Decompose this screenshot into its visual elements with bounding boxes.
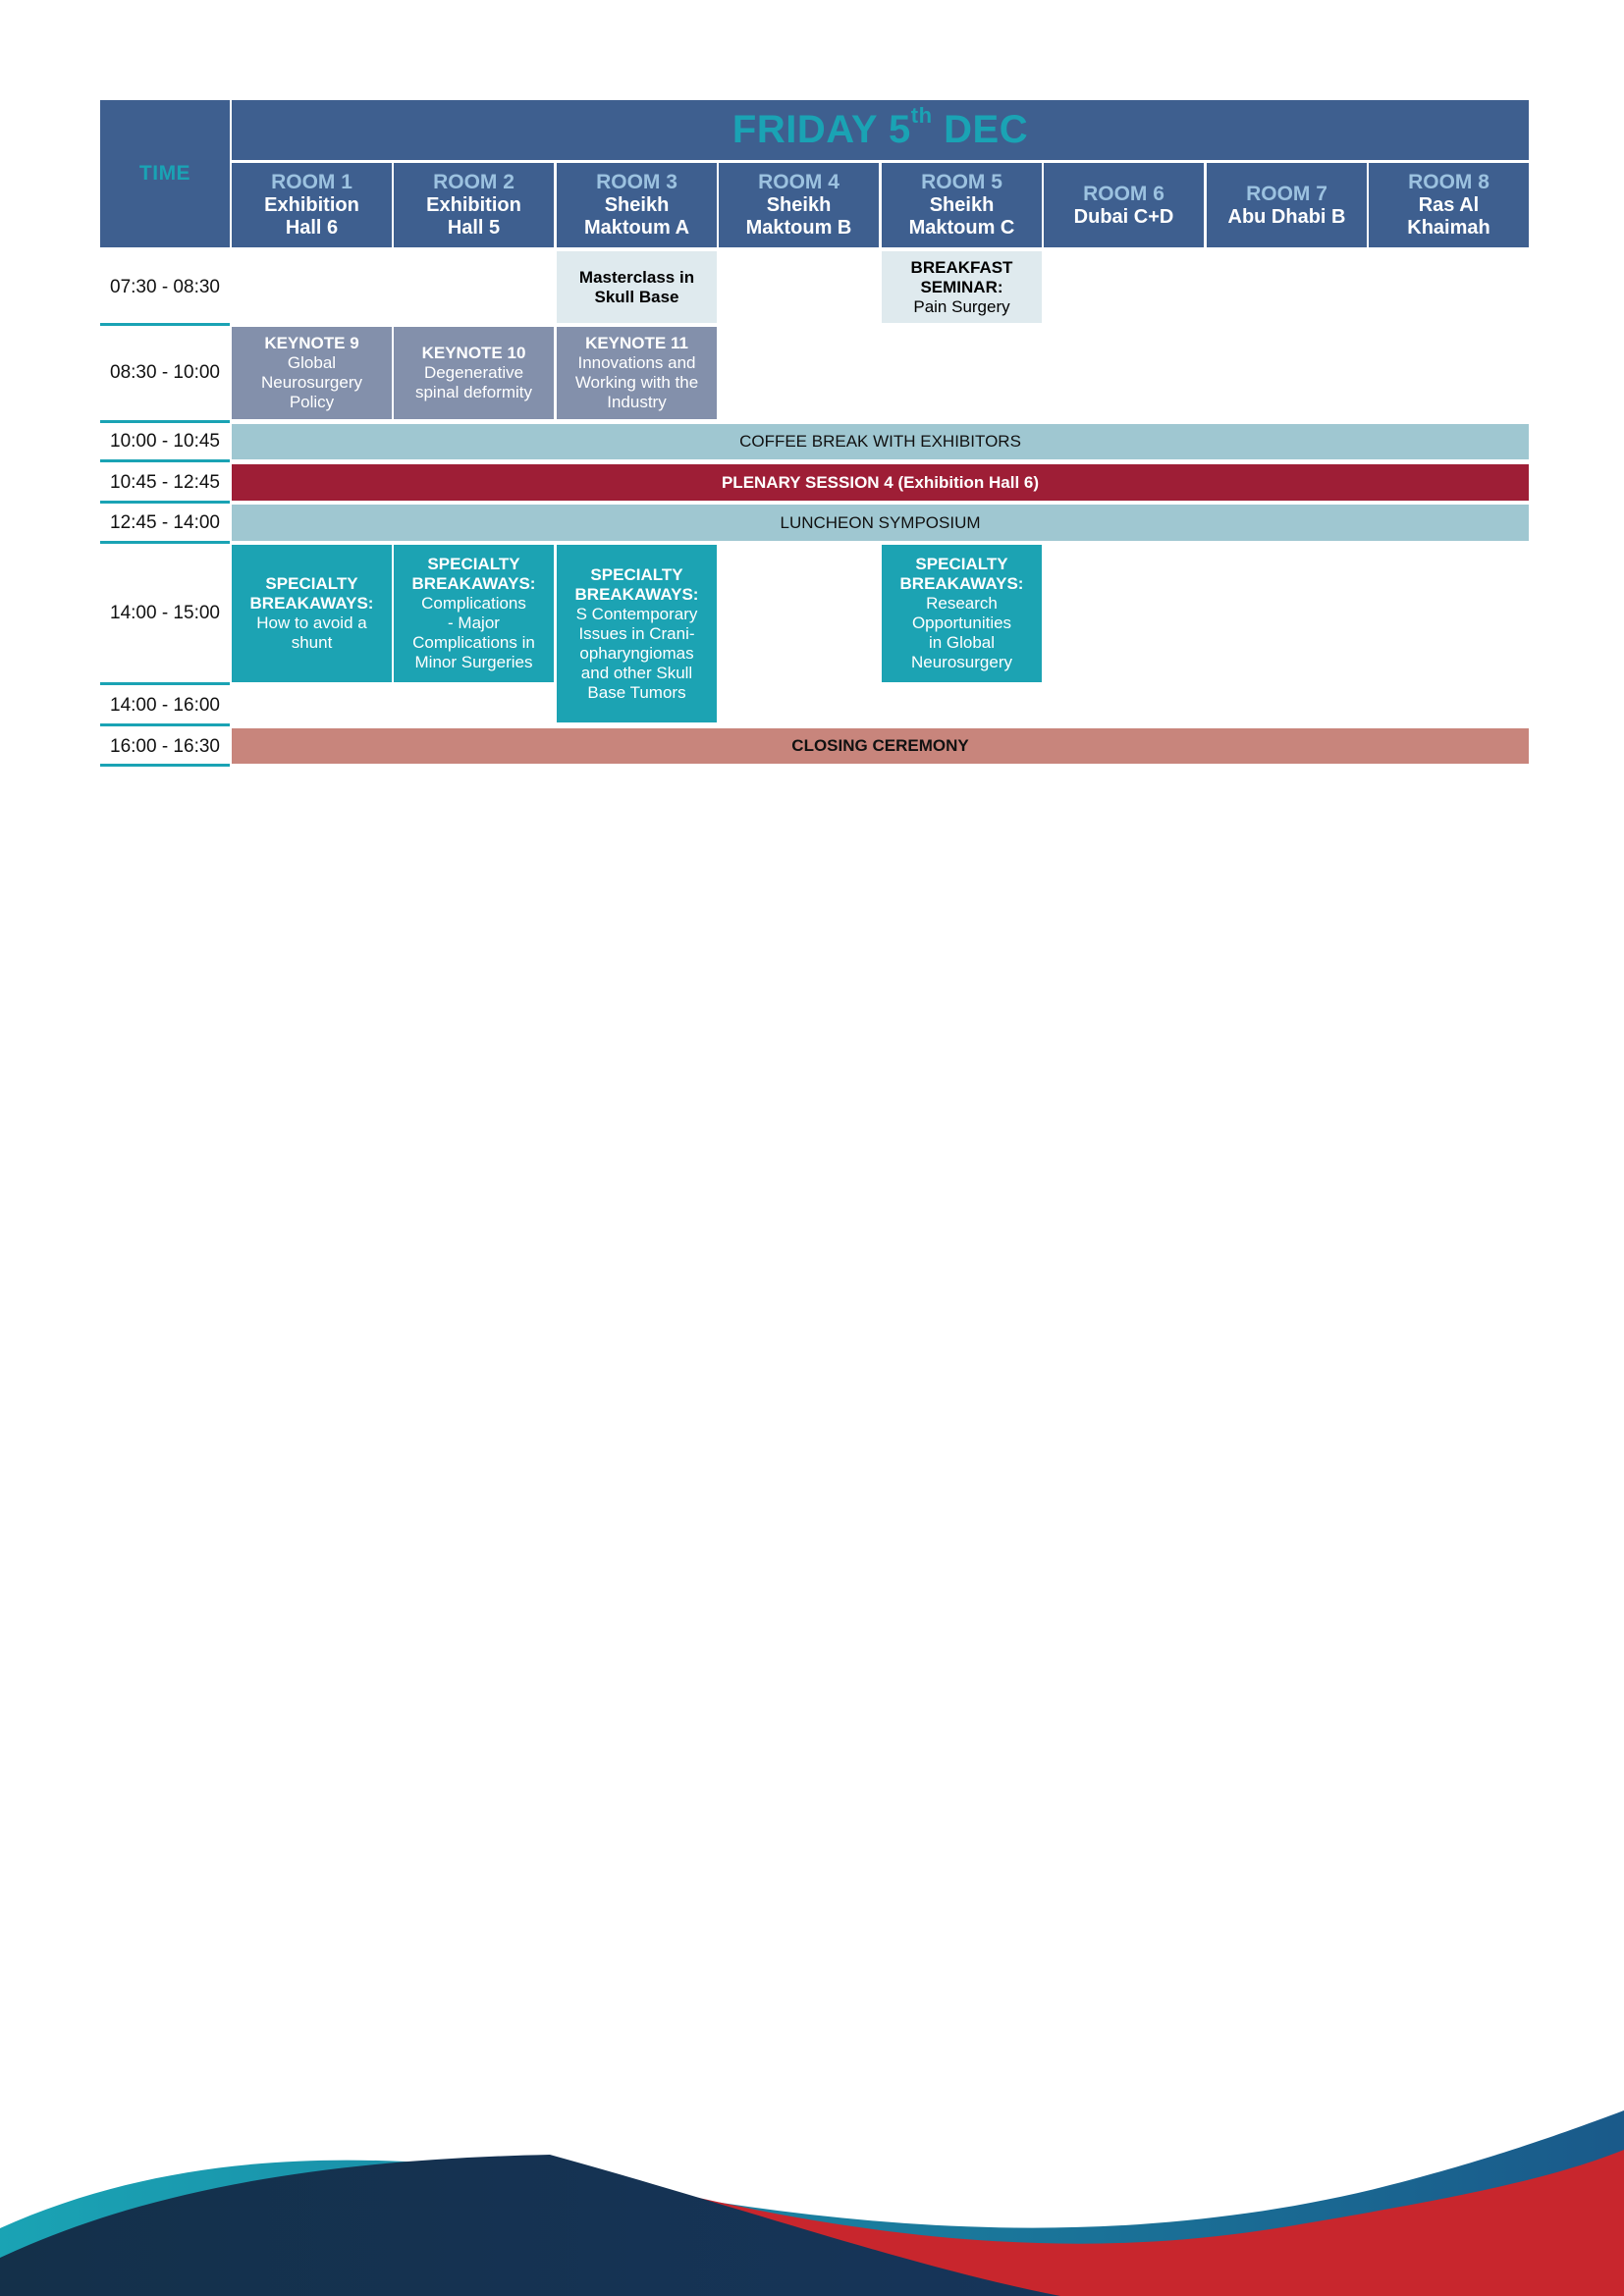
session-description: Degenerative (423, 363, 524, 382)
room-number: ROOM 6 (1083, 182, 1164, 205)
room-name: Sheikh (929, 194, 995, 216)
session-title: BREAKAWAYS: (574, 584, 699, 604)
room-name: Khaimah (1407, 217, 1490, 239)
session-title: SPECIALTY (265, 574, 358, 593)
room-name: Sheikh (604, 194, 670, 216)
session-description: opharyngiomas (579, 643, 694, 663)
session-title: SEMINAR: (920, 277, 1003, 296)
time-divider (100, 541, 230, 544)
day-title-bar (232, 100, 1529, 160)
room-number: ROOM 5 (921, 171, 1002, 193)
session-title: KEYNOTE 10 (421, 344, 526, 362)
room-header-5 (882, 163, 1042, 247)
time-slot: 12:45 - 14:00 (110, 511, 220, 533)
time-divider (100, 459, 230, 462)
time-slot: 08:30 - 10:00 (110, 362, 220, 383)
time-slot: 07:30 - 08:30 (110, 276, 220, 297)
session-plenary-4[interactable] (232, 464, 1529, 501)
time-slot: 14:00 - 16:00 (110, 695, 220, 716)
room-name: Sheikh (766, 194, 832, 216)
session-description: S Contemporary (575, 604, 698, 623)
session-description: and other Skull (580, 663, 693, 682)
session-title: Masterclass in (578, 267, 695, 287)
time-slot: 10:45 - 12:45 (110, 471, 220, 493)
session-description: Working with the (574, 373, 699, 392)
session-description: Minor Surgeries (414, 653, 533, 671)
time-divider (100, 764, 230, 767)
room-number: ROOM 8 (1408, 171, 1489, 193)
session-description: Research (926, 594, 998, 613)
session-masterclass[interactable] (557, 251, 717, 323)
session-description: Complications (421, 594, 526, 613)
room-header-3 (557, 163, 717, 247)
session-description: Issues in Crani- (578, 623, 695, 643)
room-number: ROOM 7 (1246, 182, 1327, 205)
room-header-7 (1207, 163, 1367, 247)
time-divider (100, 682, 230, 685)
session-description: How to avoid a (256, 614, 367, 632)
room-number: ROOM 3 (596, 171, 677, 193)
session-description: Global (287, 353, 337, 372)
session-title: LUNCHEON SYMPOSIUM (780, 512, 981, 532)
session-description: Opportunities (911, 614, 1012, 632)
session-description: Policy (289, 393, 335, 411)
session-title: KEYNOTE 11 (585, 334, 688, 352)
time-divider (100, 501, 230, 504)
session-description: Industry (607, 393, 667, 411)
session-title: BREAKAWAYS: (899, 574, 1024, 593)
session-description: Innovations and (577, 353, 696, 372)
day-title: FRIDAY 5th DEC (731, 102, 1029, 151)
session-title: BREAKFAST (910, 257, 1013, 277)
session-description: Neurosurgery (261, 373, 362, 392)
session-description: - Major (448, 614, 500, 632)
session-keynote-9[interactable] (232, 327, 392, 419)
room-header-1 (232, 163, 392, 247)
time-divider (100, 420, 230, 423)
session-title: CLOSING CEREMONY (791, 736, 969, 755)
room-number: ROOM 2 (433, 171, 514, 193)
session-title: SPECIALTY (915, 555, 1008, 573)
session-title: PLENARY SESSION 4 (Exhibition Hall 6) (721, 472, 1040, 492)
session-title: SPECIALTY (427, 555, 520, 573)
session-specialty-room2[interactable] (394, 545, 554, 682)
session-specialty-room5[interactable] (882, 545, 1042, 682)
session-description: Pain Surgery (913, 296, 1010, 316)
time-slot: 10:00 - 10:45 (110, 431, 220, 452)
session-breakfast-seminar[interactable] (882, 251, 1042, 323)
room-name: Dubai C+D (1073, 205, 1174, 228)
room-name: Ras Al (1418, 194, 1480, 216)
footer-wave-decoration (0, 2110, 1624, 2296)
session-description: Base Tumors (587, 682, 686, 702)
room-header-6 (1044, 163, 1204, 247)
session-description: Complications in (412, 633, 535, 652)
session-title: BREAKAWAYS: (411, 574, 536, 593)
room-number: ROOM 4 (758, 171, 839, 193)
room-header-4 (719, 163, 879, 247)
session-description: shunt (291, 633, 333, 652)
room-name: Hall 6 (285, 217, 339, 239)
session-coffee-break[interactable] (232, 424, 1529, 459)
time-header-label: TIME (138, 162, 191, 185)
session-title: BREAKAWAYS: (249, 594, 374, 613)
time-slot: 14:00 - 15:00 (110, 603, 220, 623)
room-name: Exhibition (264, 194, 359, 216)
session-keynote-11[interactable] (557, 327, 717, 419)
session-description: Neurosurgery (911, 653, 1012, 671)
session-title: Skull Base (594, 287, 679, 306)
session-luncheon-symposium[interactable] (232, 505, 1529, 541)
session-description: in Global (928, 633, 996, 652)
session-specialty-room3[interactable] (557, 545, 717, 722)
room-name: Hall 5 (447, 217, 501, 239)
session-title: SPECIALTY (590, 564, 683, 584)
session-specialty-room1[interactable] (232, 545, 392, 682)
room-header-2 (394, 163, 554, 247)
session-description: spinal deformity (414, 383, 533, 401)
time-column-header (100, 100, 230, 247)
room-header-8 (1369, 163, 1529, 247)
room-name: Maktoum C (908, 217, 1015, 239)
room-name: Maktoum A (583, 217, 690, 239)
time-divider (100, 323, 230, 326)
room-name: Maktoum B (745, 217, 852, 239)
time-slot: 16:00 - 16:30 (110, 735, 220, 757)
room-name: Exhibition (426, 194, 521, 216)
session-title: KEYNOTE 9 (264, 334, 359, 352)
session-title: COFFEE BREAK WITH EXHIBITORS (739, 432, 1021, 451)
room-name: Abu Dhabi B (1227, 205, 1346, 228)
session-keynote-10[interactable] (394, 327, 554, 419)
room-number: ROOM 1 (271, 171, 352, 193)
time-divider (100, 723, 230, 726)
session-closing-ceremony[interactable] (232, 728, 1529, 764)
